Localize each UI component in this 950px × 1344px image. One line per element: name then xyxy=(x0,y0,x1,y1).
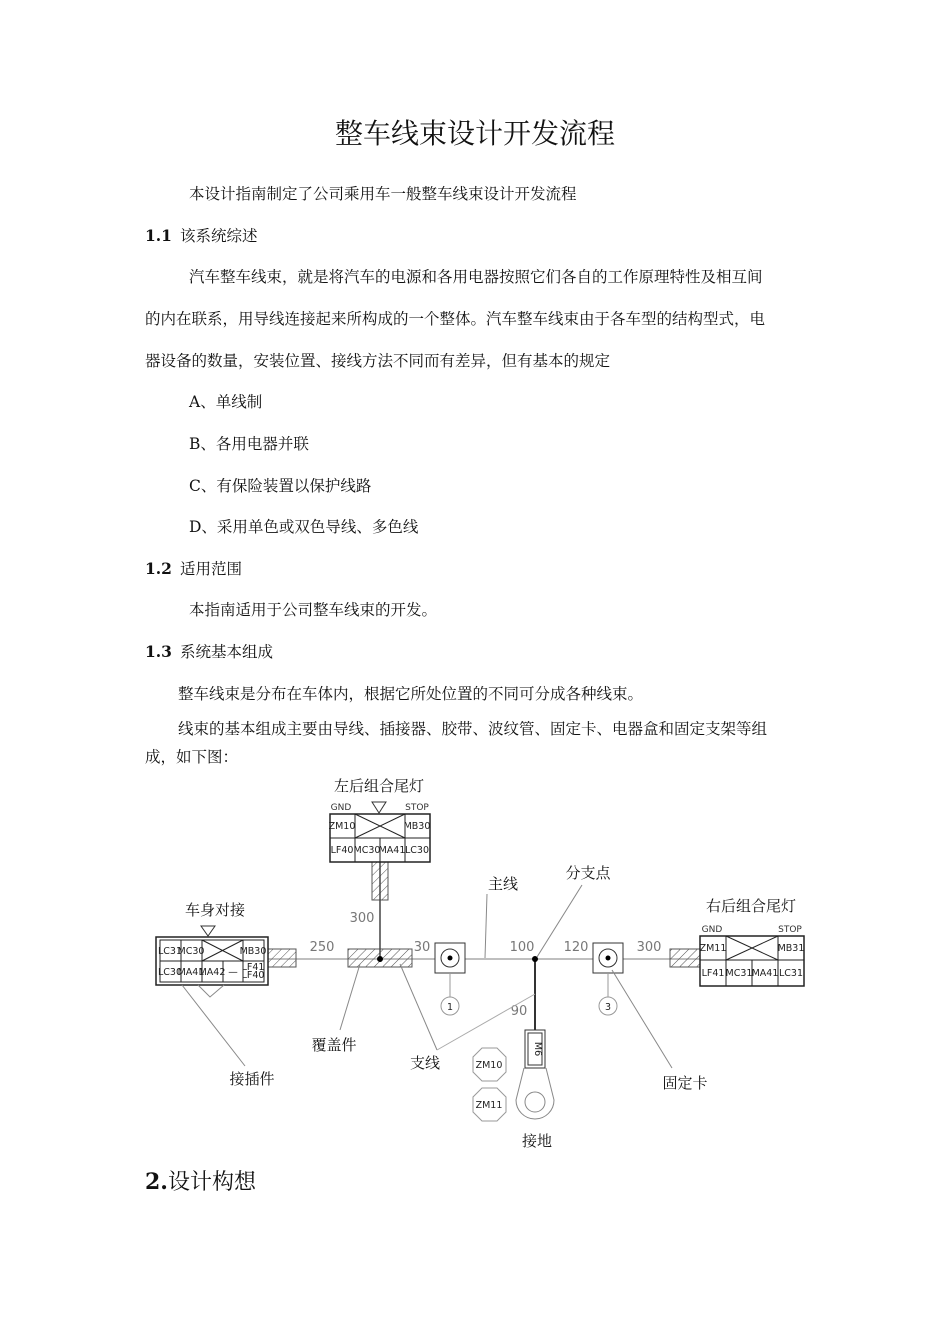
section-2-heading xyxy=(145,1165,256,1196)
key-triangle xyxy=(372,802,386,813)
section-number: 2. xyxy=(145,1169,168,1195)
dim-100: 100 xyxy=(509,940,535,955)
pin-label: MB31 xyxy=(777,943,805,954)
body-connector-label: 车身对接 xyxy=(184,901,246,919)
cover-label: 覆盖件 xyxy=(311,1036,357,1054)
ground-lug xyxy=(516,1068,554,1119)
list-item: A、单线制 xyxy=(189,393,263,411)
pin-label: LF41 xyxy=(241,962,265,973)
right-lamp-label: 右后组合尾灯 xyxy=(705,897,797,915)
sleeve-right xyxy=(670,949,700,967)
key-triangle xyxy=(201,926,215,936)
leader-connector xyxy=(182,985,245,1066)
pin-label: LC30 xyxy=(404,845,430,856)
section-number: 1.3 xyxy=(145,642,172,661)
section-title: 系统基本组成 xyxy=(179,643,273,661)
paragraph-line: 的内在联系，用导线连接起来所构成的一个整体。汽车整车线束由于各车型的结构型式，电 xyxy=(145,310,766,328)
ground-label: 接地 xyxy=(521,1132,553,1150)
pin-label: LC31 xyxy=(778,968,804,979)
pin-label: LF41 xyxy=(701,968,725,979)
paragraph-line: 成，如下图： xyxy=(145,748,239,766)
dim-90: 90 xyxy=(510,1004,528,1019)
section-title: 该系统综述 xyxy=(179,227,258,245)
list-item: D、采用单色或双色导线、多色线 xyxy=(189,518,419,536)
paragraph-line: 汽车整车线束，就是将汽车的电源和各用电器按照它们各自的工作原理特性及相互间 xyxy=(189,268,763,286)
dim-250: 250 xyxy=(309,940,335,955)
clip-3-number: 3 xyxy=(604,1002,612,1013)
leader-branch-line xyxy=(400,964,437,1050)
clip-label: 固定卡 xyxy=(662,1074,708,1092)
paragraph: 整车线束是分布在车体内，根据它所处位置的不同可分成各种线束。 xyxy=(178,685,644,703)
gnd-label: GND xyxy=(330,803,352,813)
pin-label: ZM10 xyxy=(328,821,356,832)
ground-ref-label: ZM10 xyxy=(475,1060,503,1071)
pin-label: — xyxy=(228,967,238,978)
list-item: B、各用电器并联 xyxy=(189,435,309,453)
pin-label: MA41 xyxy=(378,845,406,856)
pin-label: MB30 xyxy=(403,821,431,832)
leader-main-line xyxy=(485,894,487,958)
list-item: C、有保险装置以保护线路 xyxy=(189,477,372,495)
pin-label: MA41 xyxy=(177,967,205,978)
pin-label: MA42 xyxy=(198,967,226,978)
dim-30: 30 xyxy=(413,940,431,955)
pin-label: LC31 xyxy=(157,946,183,957)
branch-line-label: 支线 xyxy=(409,1054,441,1072)
clip-1-number: 1 xyxy=(446,1002,454,1013)
ground-stud-label: M6 xyxy=(532,1041,543,1057)
pin-label: MB30 xyxy=(239,946,267,957)
pin-label: MC31 xyxy=(725,968,753,979)
pin-label: LC30 xyxy=(157,967,183,978)
pin-label: MC30 xyxy=(177,946,205,957)
sleeve-left xyxy=(268,949,296,967)
paragraph-line: 线束的基本组成主要由导线、插接器、胶带、波纹管、固定卡、电器盒和固定支架等组 xyxy=(178,720,768,738)
pin-label: MC30 xyxy=(353,845,381,856)
latch-mark xyxy=(198,985,224,997)
gnd-label: GND xyxy=(701,925,723,935)
paragraph-line: 器设备的数量，安装位置、接线方法不同而有差异，但有基本的规定 xyxy=(145,352,611,370)
stop-label: STOP xyxy=(405,803,429,813)
pin-label: LF40 xyxy=(330,845,354,856)
dim-300-vertical: 300 xyxy=(349,911,375,926)
page-title: 整车线束设计开发流程 xyxy=(334,117,615,150)
main-line-label: 主线 xyxy=(487,875,519,893)
section-number: 1.2 xyxy=(145,559,172,578)
ground-hole xyxy=(525,1092,545,1112)
junction-dot xyxy=(377,956,383,962)
leader-clip xyxy=(612,970,672,1068)
pin-label: MA41 xyxy=(751,968,779,979)
paragraph: 本指南适用于公司整车线束的开发。 xyxy=(189,601,438,619)
pin-label: ZM11 xyxy=(699,943,727,954)
section-number: 1.1 xyxy=(145,226,172,245)
branch-point-label: 分支点 xyxy=(565,864,611,882)
stop-label: STOP xyxy=(778,925,802,935)
pin-label: LF40 xyxy=(241,970,265,981)
clip-1-center xyxy=(448,956,453,961)
dim-120: 120 xyxy=(563,940,589,955)
left-lamp-label: 左后组合尾灯 xyxy=(333,777,425,795)
leader-cover xyxy=(340,964,360,1030)
intro-paragraph: 本设计指南制定了公司乘用车一般整车线束设计开发流程 xyxy=(189,185,577,203)
connector-label: 接插件 xyxy=(229,1070,275,1088)
clip-3-center xyxy=(606,956,611,961)
section-title: 适用范围 xyxy=(179,560,242,578)
dim-300: 300 xyxy=(636,940,662,955)
section-title: 设计构想 xyxy=(167,1170,256,1195)
ground-ref-label: ZM11 xyxy=(475,1100,503,1111)
